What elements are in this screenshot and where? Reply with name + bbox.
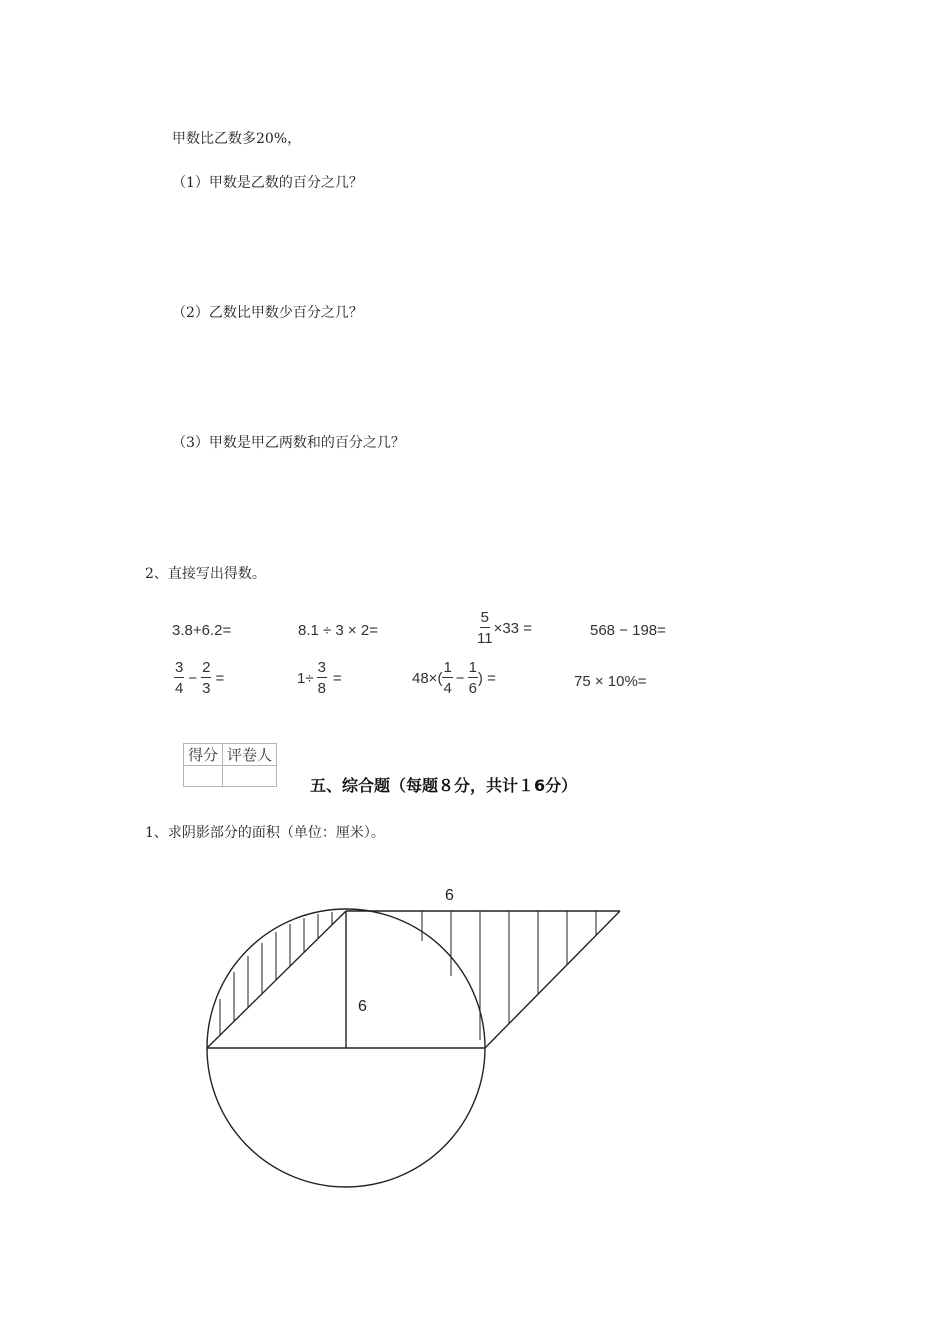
- q5-1-stem: 1、求阴影部分的面积（单位：厘米）。: [145, 825, 385, 841]
- q2-stem: 2、直接写出得数。: [145, 566, 266, 582]
- calc-expr-8: 75 × 10%=: [574, 673, 647, 690]
- hatch-right: [422, 911, 596, 1040]
- q1-sub3: （3）甲数是甲乙两数和的百分之几？: [172, 435, 405, 451]
- label-top-length: 6: [445, 887, 454, 904]
- numerator: 3: [317, 659, 326, 676]
- calc-expr-4: 568 − 198=: [590, 622, 666, 639]
- denominator: 11: [477, 630, 493, 647]
- equals-sign: =: [215, 669, 225, 687]
- numerator: 3: [175, 659, 184, 676]
- denominator: 4: [443, 680, 452, 697]
- numerator: 1: [443, 659, 452, 676]
- numerator: 1: [468, 659, 477, 676]
- calc-expr-1: 3.8+6.2=: [172, 622, 232, 639]
- q1-sub2: （2）乙数比甲数少百分之几？: [172, 305, 363, 321]
- grader-header: 评卷人: [223, 744, 277, 766]
- section-title: 五、综合题（每题８分，共计１6分）: [310, 776, 578, 795]
- numerator: 5: [480, 609, 489, 626]
- expr-rest: ×33 =: [493, 619, 532, 637]
- expr-prefix: 1÷: [297, 669, 314, 687]
- label-radius-length: 6: [358, 998, 367, 1015]
- score-header: 得分: [184, 744, 223, 766]
- q1-stem: 甲数比乙数多20%，: [172, 131, 302, 147]
- hatch-left: [220, 912, 332, 1035]
- expr-suffix: ) =: [477, 669, 496, 687]
- denominator: 6: [468, 680, 477, 697]
- calc-expr-2: 8.1 ÷ 3 × 2=: [298, 622, 378, 639]
- equals-sign: =: [332, 669, 342, 687]
- q1-sub1: （1）甲数是乙数的百分之几？: [172, 175, 363, 191]
- slant-edge: [485, 911, 620, 1048]
- denominator: 8: [317, 680, 326, 697]
- expr-prefix: 48×(: [412, 669, 443, 687]
- denominator: 4: [175, 680, 184, 697]
- denominator: 3: [202, 680, 211, 697]
- minus-sign: −: [188, 669, 198, 687]
- numerator: 2: [202, 659, 211, 676]
- minus-sign: −: [455, 669, 465, 687]
